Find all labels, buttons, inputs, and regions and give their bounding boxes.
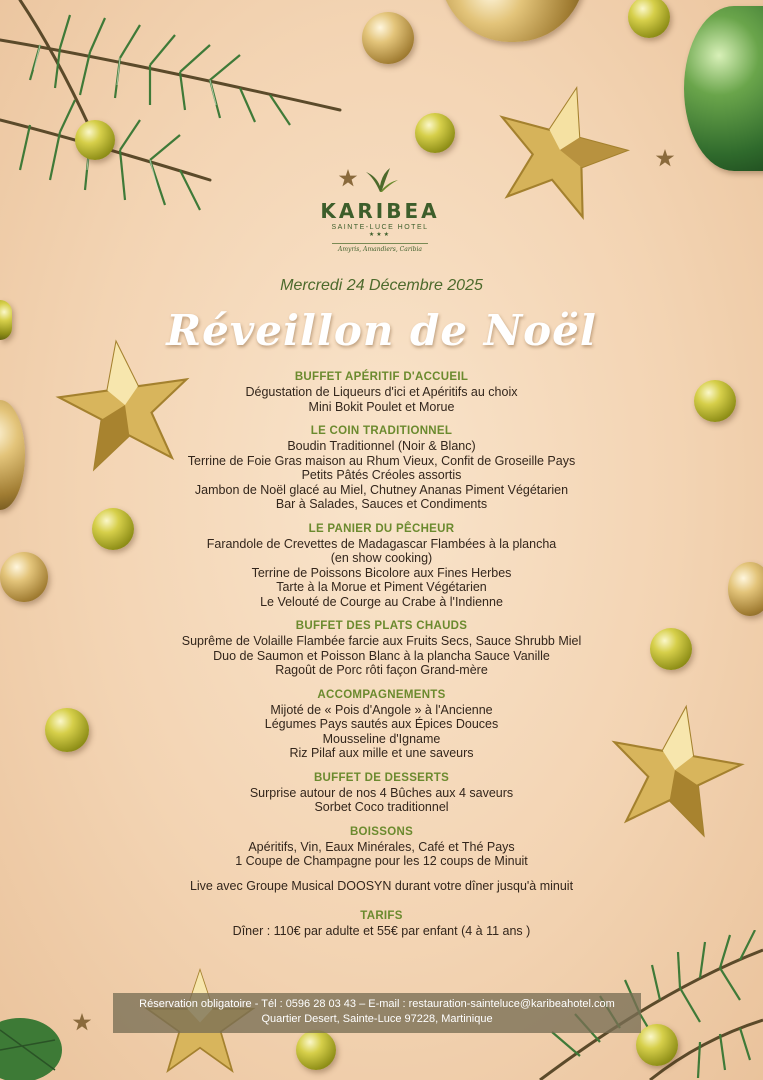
menu-section — [0, 522, 763, 610]
price-text: Dîner : 110€ par adulte et 55€ par enfant (4 à 11 ans ) — [232, 924, 531, 938]
menu-section — [0, 424, 763, 512]
section-title: BOISSONS — [349, 825, 414, 838]
small-star-icon — [655, 148, 675, 168]
menu-item: Suprême de Volaille Flambée farcie aux Fruits Secs, Sauce Shrubb Miel — [181, 634, 582, 648]
event-date: Mercredi 24 Décembre 2025 — [280, 277, 483, 294]
section-title: BUFFET DE DESSERTS — [313, 771, 450, 784]
logo-subtitle: SAINTE-LUCE HOTEL — [331, 224, 429, 231]
menu-item: Le Velouté de Courge au Crabe à l'Indienne — [260, 594, 503, 609]
contact-line: Réservation obligatoire - Tél : 0596 28 03 43 – E-mail : restauration-sainteluce@karibeahotel.com — [139, 998, 615, 1010]
menu-item: Légumes Pays sautés aux Épices Douces — [264, 717, 499, 731]
gold-star-top-right-icon — [485, 80, 635, 220]
menu-item: 1 Coupe de Champagne pour les 12 coups de Minuit — [235, 854, 528, 868]
menu-list — [0, 370, 763, 949]
section-title: BUFFET DES PLATS CHAUDS — [295, 620, 468, 632]
menu-item: Sorbet Coco traditionnel — [314, 800, 449, 814]
menu-item: Duo de Saumon et Poisson Blanc à la plancha Sauce Vanille — [213, 648, 550, 663]
green-ornament-icon — [628, 0, 670, 38]
menu-item: Petits Pâtés Créoles assortis — [301, 468, 462, 482]
live-music-note: Live avec Groupe Musical DOOSYN durant votre dîner jusqu'à minuit — [189, 878, 574, 893]
pine-branch-bottom-left-icon — [0, 1000, 70, 1080]
section-title: LE PANIER DU PÊCHEUR — [308, 522, 455, 535]
menu-item: Apéritifs, Vin, Eaux Minérales, Café et Thé Pays — [248, 839, 515, 854]
menu-item: Terrine de Foie Gras maison au Rhum Vieux, Confit de Groseille Pays — [187, 453, 576, 468]
small-star-icon — [72, 1012, 92, 1032]
menu-item: Riz Pilaf aux mille et une saveurs — [289, 746, 474, 760]
menu-section — [0, 370, 763, 414]
section-title: BUFFET APÉRITIF D'ACCUEIL — [294, 371, 469, 383]
green-ornament-icon — [296, 1030, 336, 1070]
green-ornament-icon — [415, 113, 455, 153]
menu-item: Tarte à la Morue et Piment Végétarien — [276, 580, 487, 594]
logo-stars: ★★★ — [368, 232, 392, 238]
menu-item: Mousseline d'Igname — [322, 731, 441, 746]
menu-section — [0, 688, 763, 761]
menu-item: Ragoût de Porc rôti façon Grand-mère — [275, 663, 488, 677]
menu-section — [0, 825, 763, 869]
address-line: Quartier Desert, Sainte-Luce 97228, Martinique — [261, 1013, 493, 1025]
menu-item: Farandole de Crevettes de Madagascar Flambées à la plancha — [206, 536, 557, 551]
menu-item: Dégustation de Liqueurs d'ici et Apéritifs au choix — [245, 385, 518, 399]
green-ornament-icon — [684, 6, 763, 171]
logo-tagline: Amyris, Amandiers, Caribia — [332, 243, 428, 253]
menu-item: Surprise autour de nos 4 Bûches aux 4 saveurs — [249, 785, 514, 800]
page-title: Réveillon de Noël — [166, 306, 597, 355]
green-ornament-icon — [75, 120, 115, 160]
reservation-footer — [113, 993, 641, 1033]
menu-item: Boudin Traditionnel (Noir & Blanc) — [287, 439, 476, 453]
green-ornament-icon — [636, 1024, 678, 1066]
menu-item: (en show cooking) — [330, 551, 433, 565]
gold-ornament-icon — [440, 0, 585, 42]
hotel-logo — [290, 168, 470, 256]
gold-ornament-icon — [362, 12, 414, 64]
tarifs-section — [0, 909, 763, 939]
section-title: LE COIN TRADITIONNEL — [310, 425, 453, 437]
section-title: ACCOMPAGNEMENTS — [317, 688, 446, 701]
logo-name: KARIBEA — [320, 199, 440, 223]
menu-item: Bar à Salades, Sauces et Condiments — [275, 497, 488, 511]
menu-section — [0, 771, 763, 815]
menu-item: Terrine de Poissons Bicolore aux Fines Herbes — [251, 565, 512, 580]
menu-section — [0, 619, 763, 678]
menu-item: Mijoté de « Pois d'Angole » à l'Ancienne — [270, 702, 493, 717]
menu-item: Jambon de Noël glacé au Miel, Chutney Ananas Piment Végétarien — [194, 482, 569, 497]
section-title: TARIFS — [360, 910, 403, 922]
palm-leaf-icon — [360, 168, 400, 192]
menu-item: Mini Bokit Poulet et Morue — [308, 399, 455, 414]
